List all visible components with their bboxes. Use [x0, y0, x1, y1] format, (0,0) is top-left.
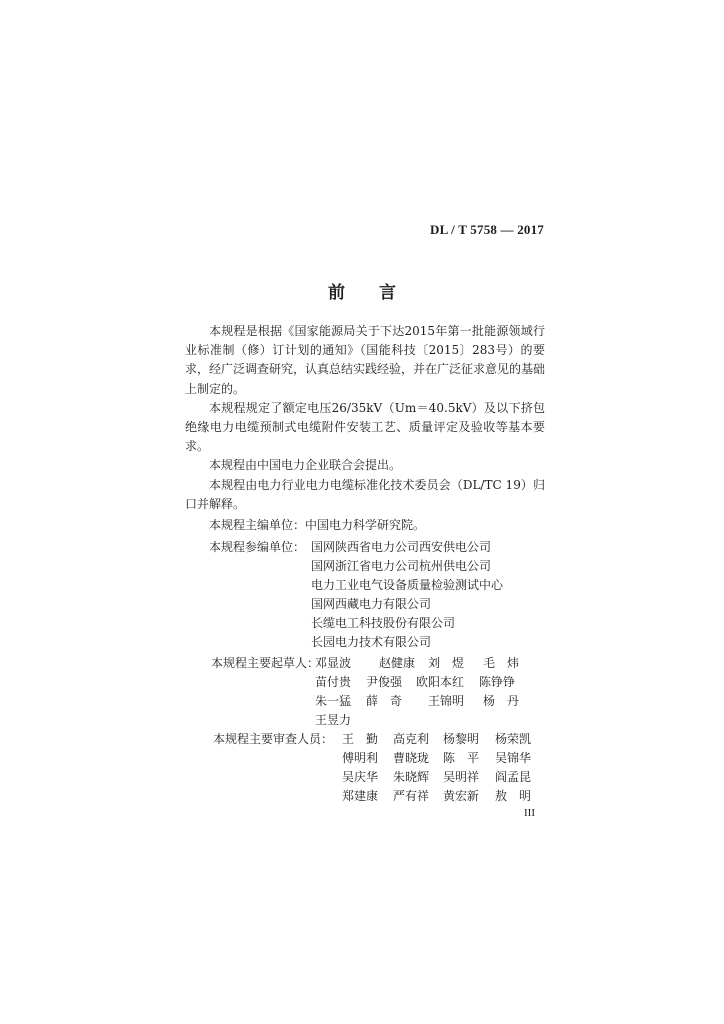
drafter-name: 邓显波: [315, 656, 352, 670]
reviewer-name: 杨黎明: [443, 732, 480, 746]
drafters-label: 本规程主要起草人：: [211, 656, 320, 670]
drafter-name: 陈铮铮: [479, 675, 516, 689]
drafter-name: 朱一猛: [315, 694, 352, 708]
reviewer-name: 吴锦华: [495, 751, 532, 765]
participating-unit: 国网西藏电力有限公司: [311, 597, 432, 611]
participating-unit: 长缆电工科技股份有限公司: [311, 616, 456, 630]
page-number: III: [524, 807, 535, 819]
drafter-name: 赵健康: [379, 656, 416, 670]
paragraph-basis: 本规程是根据《国家能源局关于下达2015年第一批能源领域行业标准制（修）订计划的通知》（国能科技〔2015〕283号）的要求，经广泛调查研究，认真总结实践经验，并在广泛征求意见的基础上制定的。: [185, 324, 546, 396]
drafter-name: 苗付贵: [315, 675, 352, 689]
reviewer-name: 严有祥: [393, 789, 430, 803]
reviewer-name: 敖 明: [495, 789, 532, 803]
reviewer-name: 黄宏新: [443, 789, 480, 803]
drafter-name: 刘 煜: [428, 656, 465, 670]
reviewer-name: 陈 平: [443, 751, 480, 765]
paragraph-interpretation: 本规程由电力行业电力电缆标准化技术委员会（DL/TC 19）归口并解释。: [185, 477, 545, 511]
page-title: [0, 278, 724, 303]
reviewer-name: 傅明利: [342, 751, 379, 765]
drafter-name: 毛 炜: [483, 656, 520, 670]
participating-unit: 国网陕西省电力公司西安供电公司: [311, 540, 492, 554]
participating-unit: 长园电力技术有限公司: [311, 635, 432, 649]
reviewer-name: 郑建康: [342, 789, 379, 803]
reviewer-name: 曹晓珑: [393, 751, 430, 765]
participating-unit: 国网浙江省电力公司杭州供电公司: [311, 559, 492, 573]
drafter-name: 杨 丹: [483, 694, 520, 708]
title-char-2: 言: [379, 283, 396, 303]
reviewer-name: 吴庆华: [342, 770, 379, 784]
reviewer-name: 高克利: [393, 732, 430, 746]
participating-unit: 电力工业电气设备质量检验测试中心: [311, 578, 504, 592]
standard-code: DL / T 5758 — 2017: [429, 222, 544, 237]
drafter-name: 欧阳本红: [416, 675, 465, 689]
paragraph-proposer: 本规程由中国电力企业联合会提出。: [209, 458, 402, 473]
reviewer-name: 王 勤: [342, 732, 379, 746]
paragraph-scope: 本规程规定了额定电压26/35kV（Um＝40.5kV）及以下挤包绝缘电力电缆预制式电缆附件安装工艺、质量评定及验收等基本要求。: [185, 400, 545, 454]
chief-editor-line: [209, 516, 425, 533]
reviewer-name: 杨荣凯: [495, 732, 532, 746]
reviewer-name: 阎孟昆: [495, 770, 532, 784]
drafter-name: 王昱力: [315, 713, 352, 727]
reviewer-name: 朱晓辉: [393, 770, 430, 784]
chief-editor-value: 中国电力科学研究院。: [305, 518, 426, 532]
preface-body: [185, 322, 545, 514]
reviewer-name: 吴明祥: [443, 770, 480, 784]
chief-editor-label: 本规程主编单位：: [209, 518, 306, 532]
reviewers-label: 本规程主要审查人员：: [213, 732, 334, 746]
participating-label: 本规程参编单位：: [209, 540, 306, 554]
drafter-name: 薛 奇: [366, 694, 403, 708]
drafter-name: 尹俊强: [366, 675, 403, 689]
title-char-1: 前: [328, 283, 345, 303]
drafter-name: 王锦明: [428, 694, 465, 708]
